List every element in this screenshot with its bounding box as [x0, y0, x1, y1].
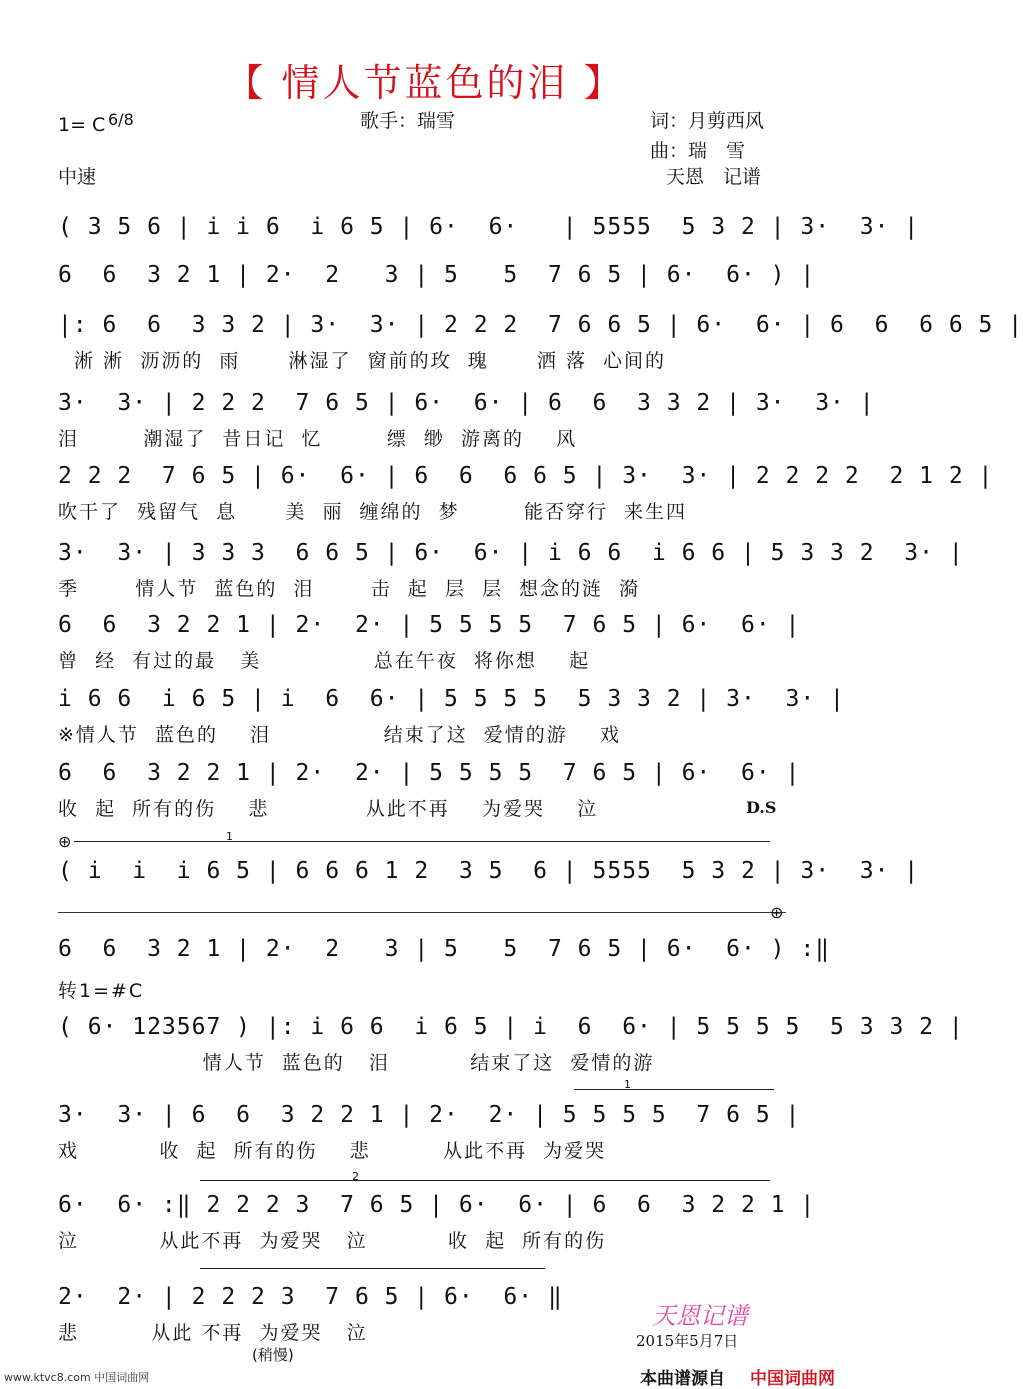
- footer-source-label: 本曲谱源自: [640, 1369, 725, 1389]
- volta-bracket-1b: [574, 1089, 774, 1090]
- notes: 6 6 3 2 2 1 | 2· 2· | 5 5 5 5 7 6 5 | 6· 6· |: [58, 612, 801, 638]
- key-change: 转1=#C: [58, 980, 145, 1002]
- notes: 2· 2· | 2 2 2 3 7 6 5 | 6· 6· ‖: [58, 1284, 563, 1310]
- coda-end-icon: ⊕: [770, 903, 784, 922]
- lyrics: 泣 从此不再 为爱哭 泣 收 起 所有的伤: [58, 1230, 607, 1252]
- divider: [58, 912, 786, 913]
- notes: ( 6· 123567 ) |: i 6 6 i 6 5 | i 6 6· | 5 5 5 5 5 3 3 2 |: [58, 1014, 964, 1040]
- time-signature: 6/8: [108, 110, 134, 129]
- coda-icon: ⊕: [58, 832, 72, 851]
- volta-label-1b: 1: [624, 1078, 631, 1091]
- footer-source-site: 中国词曲网: [750, 1369, 835, 1389]
- notes: 6 6 3 2 1 | 2· 2 3 | 5 5 7 6 5 | 6· 6· ) :‖: [58, 936, 831, 962]
- notes: 3· 3· | 6 6 3 2 2 1 | 2· 2· | 5 5 5 5 7 6 5 |: [58, 1102, 801, 1128]
- notes: 6 6 3 2 2 1 | 2· 2· | 5 5 5 5 7 6 5 | 6· 6· |: [58, 760, 801, 786]
- transcriber-stamp: 天恩记谱: [652, 1302, 748, 1330]
- volta-bracket-2b: [200, 1268, 545, 1269]
- key-signature: 1= C: [58, 114, 106, 136]
- lyrics: 季 情人节 蓝色的 泪 击 起 层 层 想念的涟 漪: [58, 578, 641, 600]
- page-title: 【 情人节蓝色的泪 】: [225, 61, 625, 105]
- singer: 歌手：瑞雪: [360, 110, 456, 132]
- notes: 6· 6· :‖ 2 2 2 3 7 6 5 | 6· 6· | 6 6 3 2 2 1 |: [58, 1192, 816, 1218]
- lyrics: 吹干了 残留气 息 美 丽 缠绵的 梦 能否穿行 来生四: [58, 501, 688, 523]
- tempo: 中速: [58, 166, 97, 188]
- volta-label-1: 1: [226, 830, 233, 843]
- notes: i 6 6 i 6 5 | i 6 6· | 5 5 5 5 5 3 3 2 | 3· 3· |: [58, 686, 845, 712]
- notes: ( i i i 6 5 | 6 6 6 1 2 3 5 6 | 5555 5 3 2 | 3· 3· |: [58, 858, 920, 884]
- dal-segno-mark: D.S: [746, 798, 777, 817]
- lyrics: 曾 经 有过的最 美 总在午夜 将你想 起: [58, 650, 591, 672]
- footer-site: www.ktvc8.com 中国词曲网: [4, 1371, 150, 1384]
- notes: ( 3 5 6 | i i 6 i 6 5 | 6· 6· | 5555 5 3 2 | 3· 3· |: [58, 214, 920, 240]
- volta-bracket-2: [200, 1180, 770, 1181]
- tempo-slower: (稍慢): [252, 1346, 294, 1364]
- notes: 3· 3· | 2 2 2 7 6 5 | 6· 6· | 6 6 3 3 2 | 3· 3· |: [58, 390, 875, 416]
- volta-bracket-1: [74, 841, 770, 842]
- lyrics: 情人节 蓝色的 泪 结束了这 爱情的游: [58, 1052, 655, 1074]
- lyrics: 戏 收 起 所有的伤 悲 从此不再 为爱哭: [58, 1140, 607, 1162]
- notes: 6 6 3 2 1 | 2· 2 3 | 5 5 7 6 5 | 6· 6· ) |: [58, 262, 816, 288]
- lyrics: 淅 淅 沥沥的 雨 淋湿了 窗前的玫 瑰 洒 落 心间的: [58, 350, 667, 372]
- transcriber: 天恩 记谱: [666, 166, 762, 188]
- notes: 3· 3· | 3 3 3 6 6 5 | 6· 6· | i 6 6 i 6 6 | 5 3 3 2 3· |: [58, 540, 964, 566]
- date: 2015年5月7日: [636, 1332, 739, 1350]
- lyrics: 悲 从此 不再 为爱哭 泣: [58, 1322, 368, 1344]
- lyrics: 收 起 所有的伤 悲 从此不再 为爱哭 泣: [58, 798, 599, 820]
- notes: 2 2 2 7 6 5 | 6· 6· | 6 6 6 6 5 | 3· 3· | 2 2 2 2 2 1 2 |: [58, 463, 994, 489]
- lyrics: ※情人节 蓝色的 泪 结束了这 爱情的游 戏: [58, 724, 621, 746]
- lyrics: 泪 潮湿了 昔日记 忆 缥 缈 游离的 风: [58, 428, 578, 450]
- composer: 曲：瑞 雪: [650, 140, 746, 162]
- lyricist: 词：月剪西风: [650, 110, 765, 132]
- notes: |: 6 6 3 3 2 | 3· 3· | 2 2 2 7 6 6 5 | 6· 6· | 6 6 6 6 5 |: [58, 312, 1023, 338]
- volta-label-2: 2: [352, 1170, 359, 1183]
